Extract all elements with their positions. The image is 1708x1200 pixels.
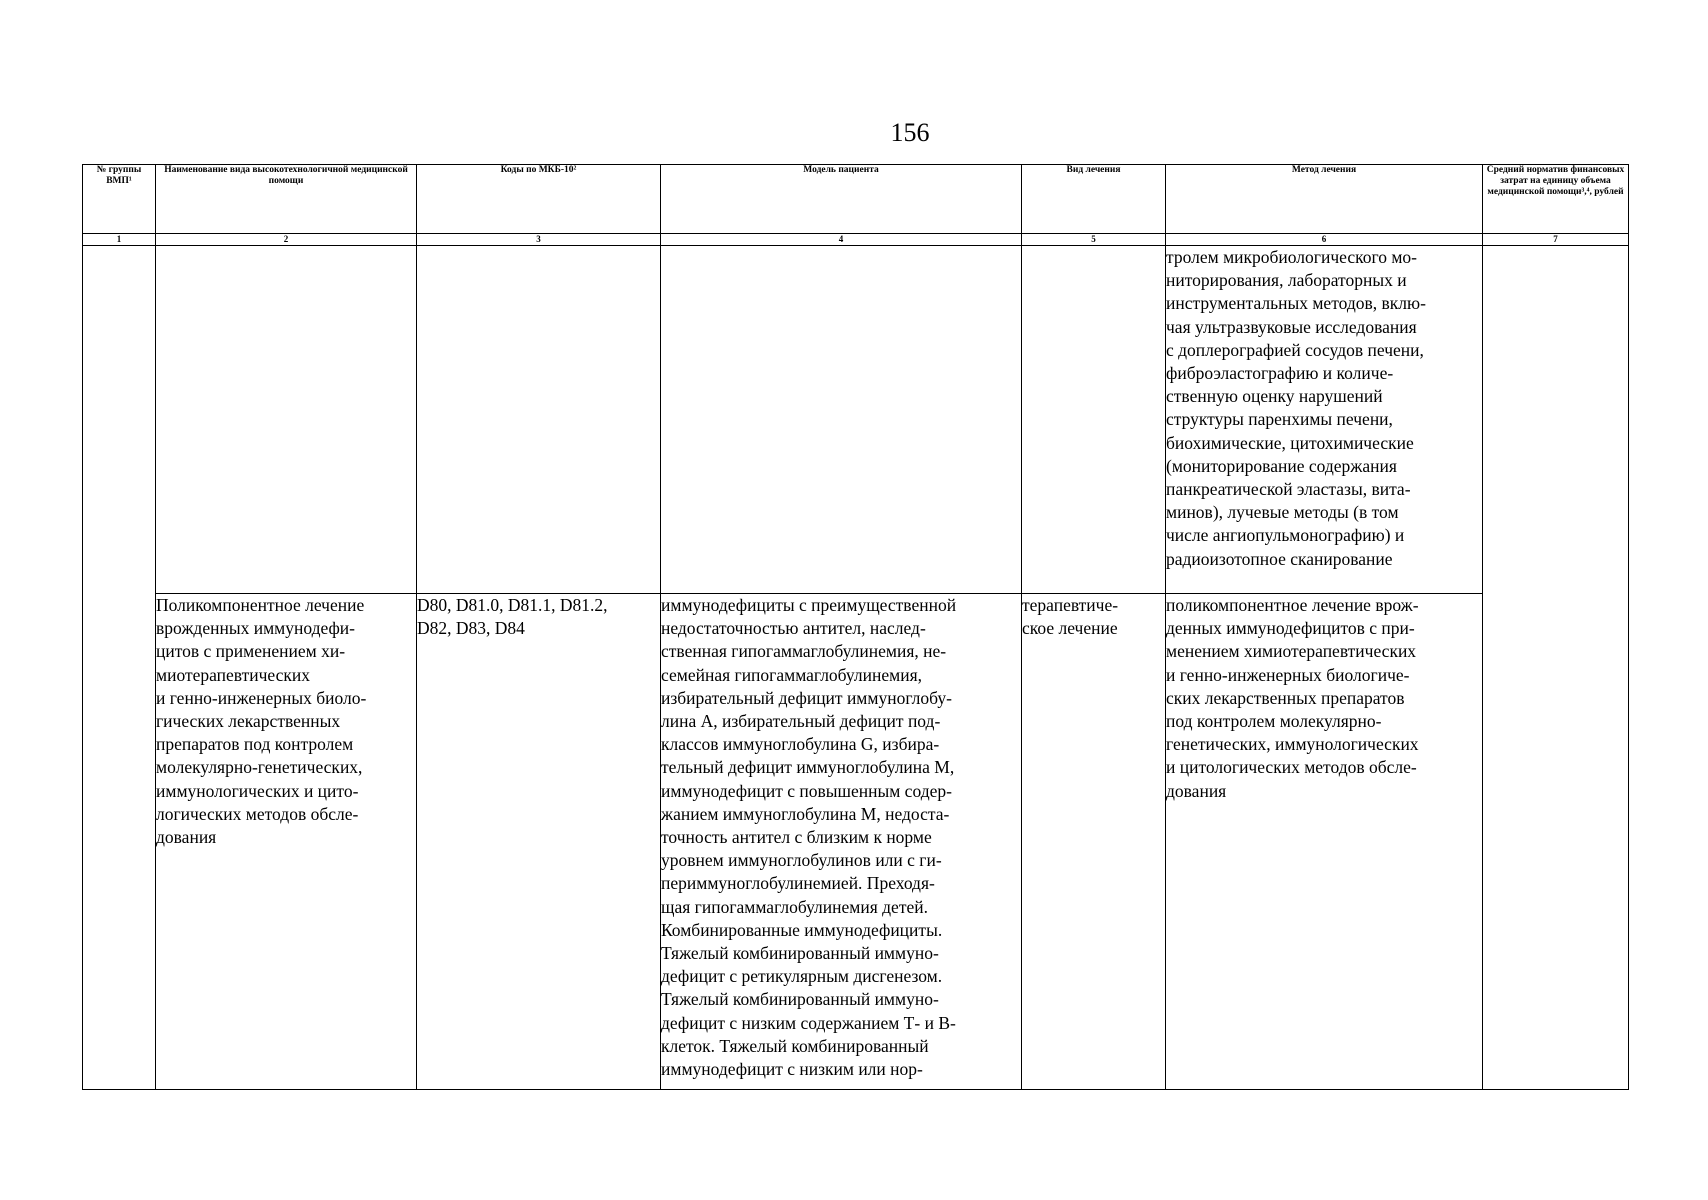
average-cost-cell <box>1483 246 1629 1090</box>
column-number: 1 <box>83 234 156 246</box>
treatment-method: поликомпонентное лечение врож- денных иммунодефицитов с при- менением химиотерапевтических и генно-инженерных биологиче- ских лекарственных препаратов под контролем молекулярно- генетических, иммунологических и цитологических методов обсле- дования <box>1166 595 1419 801</box>
care-type-name: Поликомпонентное лечение врожденных иммунодефи- цитов с применением хи- миотерапевтических и генно-инженерных биоло- гических лекарственных препаратов под контролем молекулярно-генетических, иммунологических и цито- логических методов обсле- дования <box>156 595 367 848</box>
group-number-cell <box>83 246 156 1090</box>
treatment-type: терапевтиче- ское лечение <box>1022 595 1119 639</box>
patient-model-cell <box>661 594 1022 1090</box>
icd10-codes-cell <box>417 594 661 1090</box>
care-type-name-cell <box>156 594 417 1090</box>
column-number: 3 <box>417 234 661 246</box>
header-group-number: № группы ВМП¹ <box>83 165 156 234</box>
column-number: 4 <box>661 234 1022 246</box>
treatment-type-cell <box>1022 594 1166 1090</box>
header-icd10-codes: Коды по МКБ-10² <box>417 165 661 234</box>
care-type-name-cell <box>156 246 417 594</box>
column-number: 2 <box>156 234 417 246</box>
table-header-row <box>83 165 1629 234</box>
treatment-type-cell <box>1022 246 1166 594</box>
column-number-row <box>83 234 1629 246</box>
icd10-codes-cell <box>417 246 661 594</box>
column-number: 5 <box>1022 234 1166 246</box>
table-row <box>83 594 1629 1090</box>
column-number: 6 <box>1166 234 1483 246</box>
patient-model-cell <box>661 246 1022 594</box>
patient-model: иммунодефициты с преимущественной недостаточностью антител, наслед- ственная гипогаммаглобулинемия, не- семейная гипогаммаглобулинемия, избирательный дефицит иммуноглобу- лина А, избирательный дефицит под- классов иммуноглобулина G, избира- тельный дефицит иммуноглобулина М, иммунодефицит с повышенным содер- жанием иммуноглобулина М, недоста- точность антител с близким к норме уровнем иммуноглобулинов или с ги- периммуноглобулинемией. Преходя- щая гипогаммаглобулинемия детей. Комбинированные иммунодефициты. Тяжелый комбинированный иммуно- дефицит с ретикулярным дисгенезом. Тяжелый комбинированный иммуно- дефицит с низким содержанием Т- и В- клеток. Тяжелый комбинированный иммунодефицит с низким или нор- <box>661 595 957 1080</box>
treatment-method: тролем микробиологического мо- ниторирования, лабораторных и инструментальных методов, вклю- чая ультразвуковые исследования с доплерографией сосудов печени, фиброэластографию и количе- ственную оценку нарушений структуры паренхимы печени, биохимические, цитохимические (мониторирование содержания панкреатической эластазы, вита- минов), лучевые методы (в том числе ангиопульмонографию) и радиоизотопное сканирование <box>1166 247 1426 569</box>
header-care-type-name: Наименование вида высокотехнологичной медицинской помощи <box>156 165 417 234</box>
table-row <box>83 246 1629 594</box>
header-treatment-method: Метод лечения <box>1166 165 1483 234</box>
header-average-cost: Средний норматив финансовых затрат на единицу объема медицинской помощи³,⁴, рублей <box>1483 165 1629 234</box>
vmp-table <box>82 164 1629 1090</box>
header-treatment-type: Вид лечения <box>1022 165 1166 234</box>
header-patient-model: Модель пациента <box>661 165 1022 234</box>
page-number: 156 <box>890 118 930 147</box>
treatment-method-cell <box>1166 594 1483 1090</box>
treatment-method-cell <box>1166 246 1483 594</box>
column-number: 7 <box>1483 234 1629 246</box>
icd10-codes: D80, D81.0, D81.1, D81.2, D82, D83, D84 <box>417 595 608 639</box>
